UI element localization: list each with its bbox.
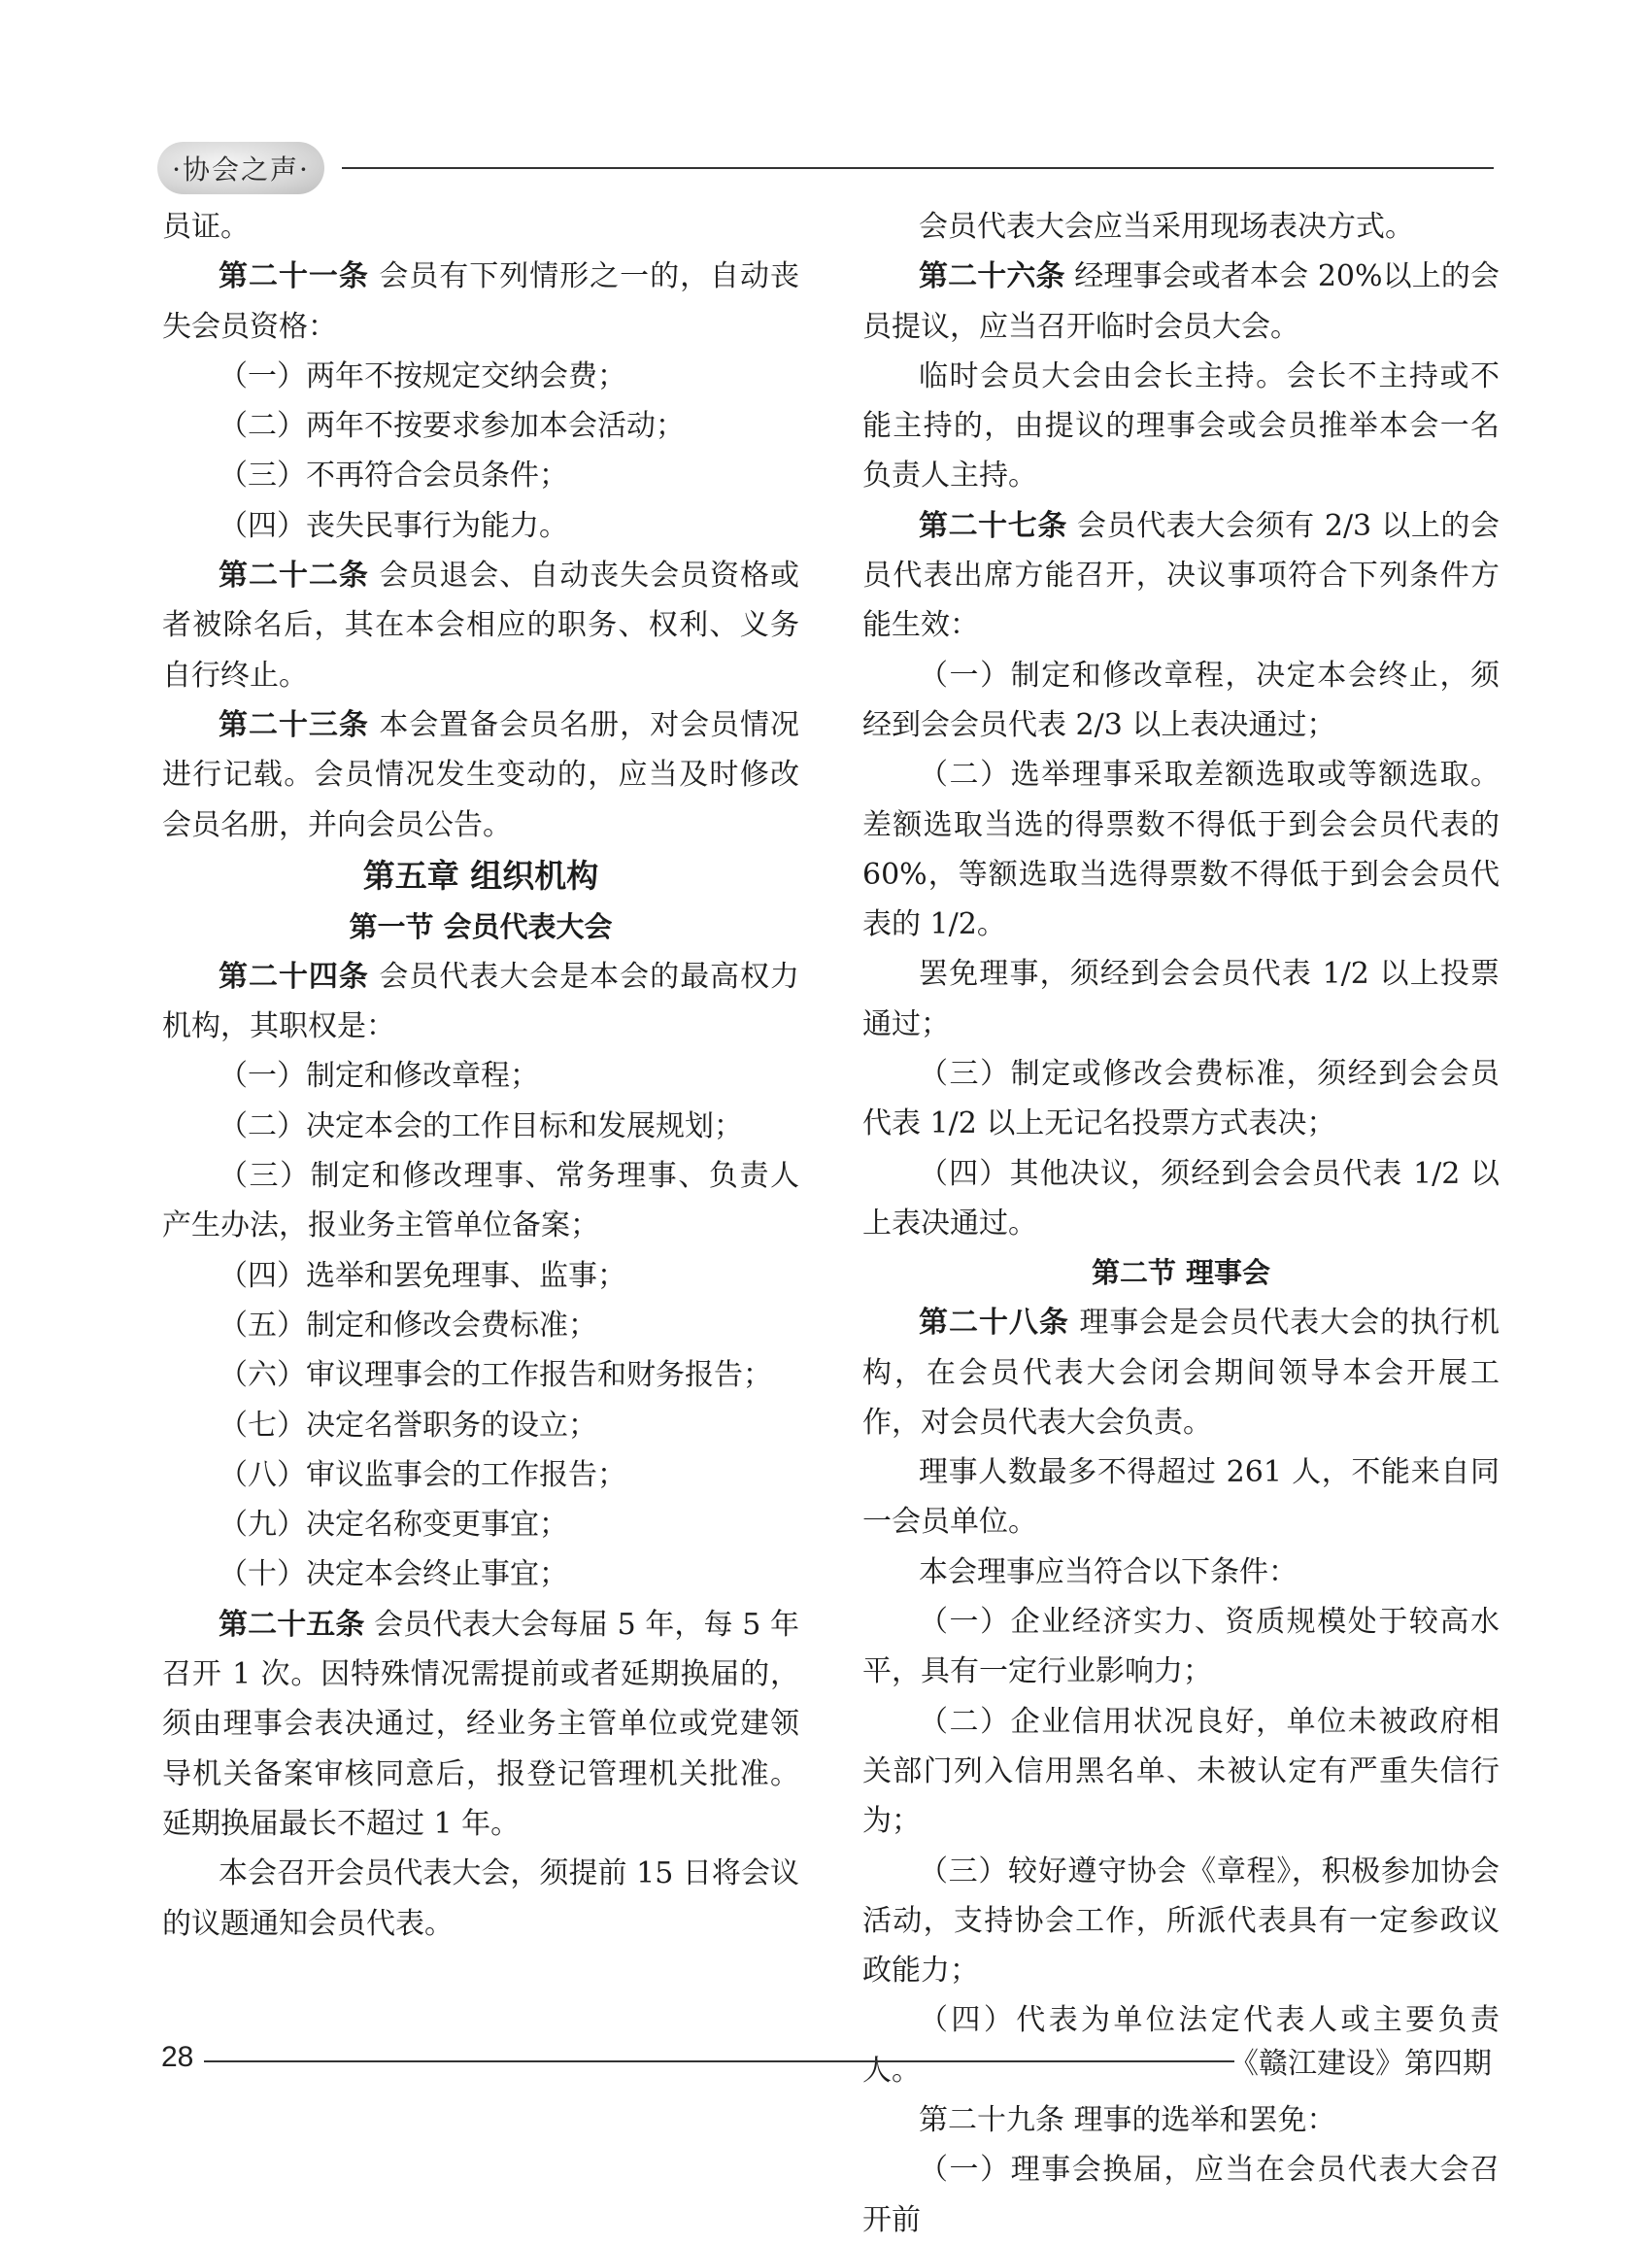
paragraph-text: 会员代表大会须有 2/3 以上的会员代表出席方能召开，决议事项符合下列条件方能生效： bbox=[862, 508, 1500, 643]
article-paragraph bbox=[862, 501, 1500, 651]
paragraph bbox=[162, 1849, 799, 1949]
paragraph bbox=[862, 949, 1500, 1049]
journal-title: 《赣江建设》第四期 bbox=[1230, 2047, 1492, 2081]
paragraph-text: 罢免理事，须经到会会员代表 1/2 以上投票通过； bbox=[862, 957, 1500, 1041]
paragraph-text: 会员退会、自动丧失会员资格或者被除名后，其在本会相应的职务、权利、义务自行终止。 bbox=[162, 559, 799, 693]
paragraph bbox=[162, 1051, 799, 1101]
paragraph bbox=[162, 1401, 799, 1450]
paragraph-text: 经理事会或者本会 20%以上的会员提议，应当召开临时会员大会。 bbox=[862, 259, 1500, 344]
paragraph-text: 本会召开会员代表大会，须提前 15 日将会议的议题通知会员代表。 bbox=[162, 1856, 799, 1941]
paragraph bbox=[862, 750, 1500, 949]
paragraph bbox=[862, 1447, 1500, 1548]
section-badge: ·协会之声· bbox=[157, 142, 324, 194]
paragraph-text: （二）两年不按要求参加本会活动； bbox=[219, 409, 685, 444]
right-text-column bbox=[862, 202, 1500, 2245]
paragraph-text: 理事会是会员代表大会的执行机构，在会员代表大会闭会期间领导本会开展工作，对会员代表大会负责。 bbox=[862, 1306, 1500, 1440]
paragraph-text: 理事人数最多不得超过 261 人，不能来自同一会员单位。 bbox=[862, 1455, 1500, 1540]
article-paragraph bbox=[862, 1298, 1500, 1447]
article-number: 第二十五条 bbox=[219, 1607, 365, 1642]
paragraph-text: （三）较好遵守协会《章程》，积极参加协会活动，支持协会工作，所派代表具有一定参政议政能力； bbox=[862, 1854, 1500, 1989]
article-number: 第二十四条 bbox=[219, 959, 369, 994]
paragraph-text: 会员代表大会是本会的最高权力机构，其职权是： bbox=[162, 959, 799, 1044]
article-paragraph bbox=[162, 551, 799, 700]
paragraph bbox=[162, 501, 799, 551]
paragraph-text: （二）选举理事采取差额选取或等额选取。差额选取当选的得票数不得低于到会会员代表的 60%，等额选取当选得票数不得低于到会会员代表的 1/2。 bbox=[862, 758, 1500, 942]
paragraph-text: （一）理事会换届，应当在会员代表大会召开前 bbox=[862, 2153, 1500, 2237]
paragraph bbox=[862, 1847, 1500, 1996]
article-paragraph bbox=[162, 700, 799, 850]
article-number: 第二十三条 bbox=[219, 707, 369, 742]
paragraph-text: 会员代表大会每届 5 年，每 5 年召开 1 次。因特殊情况需提前或者延期换届的，须由理事会表决通过，经业务主管单位或党建领导机关备案审核同意后，报登记管理机关批准。延期换届最长不超过 1 年。 bbox=[162, 1607, 800, 1841]
article-paragraph bbox=[162, 952, 799, 1052]
article-paragraph bbox=[162, 252, 799, 352]
paragraph-text: （七）决定名誉职务的设立； bbox=[219, 1408, 597, 1443]
paragraph-text: （九）决定名称变更事宜； bbox=[219, 1508, 568, 1543]
paragraph bbox=[162, 352, 799, 401]
paragraph-text: （五）制定和修改会费标准； bbox=[219, 1308, 597, 1343]
paragraph-text: （四）其他决议，须经到会会员代表 1/2 以上表决通过。 bbox=[862, 1156, 1500, 1241]
paragraph-text: （十）决定本会终止事宜； bbox=[219, 1557, 568, 1592]
paragraph-text: （一）企业经济实力、资质规模处于较高水平，具有一定行业影响力； bbox=[862, 1605, 1500, 1689]
section-heading: 第一节 会员代表大会 bbox=[349, 909, 613, 943]
paragraph-text: （三）制定和修改理事、常务理事、负责人产生办法，报业务主管单位备案； bbox=[162, 1159, 799, 1243]
paragraph bbox=[862, 651, 1500, 751]
article-number: 第二十二条 bbox=[219, 559, 369, 594]
paragraph-text: （二）决定本会的工作目标和发展规划； bbox=[219, 1108, 743, 1143]
paragraph bbox=[862, 1597, 1500, 1697]
paragraph-text: （一）制定和修改章程； bbox=[219, 1059, 539, 1094]
article-number: 第二十八条 bbox=[919, 1306, 1069, 1341]
paragraph bbox=[862, 2095, 1500, 2145]
paragraph bbox=[162, 1102, 799, 1151]
paragraph bbox=[862, 1548, 1500, 1597]
paragraph-text: （三）不再符合会员条件； bbox=[219, 459, 568, 493]
paragraph bbox=[162, 1301, 799, 1350]
paragraph bbox=[862, 352, 1500, 501]
paragraph-text: （八）审议监事会的工作报告； bbox=[219, 1457, 626, 1492]
paragraph-text: （四）代表为单位法定代表人或主要负责人。 bbox=[862, 2003, 1500, 2088]
paragraph bbox=[162, 1549, 799, 1599]
paragraph bbox=[862, 1049, 1500, 1149]
paragraph bbox=[162, 451, 799, 500]
paragraph-text: （六）审议理事会的工作报告和财务报告； bbox=[219, 1358, 772, 1393]
paragraph-text: （一）制定和修改章程，决定本会终止，须经到会会员代表 2/3 以上表决通过； bbox=[862, 658, 1500, 742]
paragraph bbox=[162, 1350, 799, 1400]
paragraph bbox=[862, 1697, 1500, 1847]
paragraph bbox=[162, 1151, 799, 1251]
paragraph-text: 会员代表大会应当采用现场表决方式。 bbox=[919, 210, 1414, 244]
left-text-column bbox=[162, 202, 799, 1949]
paragraph-text: （四）丧失民事行为能力。 bbox=[219, 508, 568, 543]
paragraph bbox=[862, 2145, 1500, 2245]
paragraph-text: （一）两年不按规定交纳会费； bbox=[219, 358, 626, 393]
paragraph-text: （四）选举和罢免理事、监事； bbox=[219, 1258, 626, 1293]
section-heading: 第二节 理事会 bbox=[1091, 1256, 1271, 1290]
paragraph bbox=[162, 202, 799, 252]
article-number: 第二十七条 bbox=[919, 508, 1067, 543]
article-number: 第二十一条 bbox=[219, 259, 369, 294]
paragraph-text: 第二十九条 理事的选举和罢免： bbox=[919, 2102, 1336, 2137]
paragraph bbox=[162, 1450, 799, 1500]
paragraph-text: 员证。 bbox=[162, 210, 250, 244]
paragraph bbox=[162, 401, 799, 451]
paragraph-text: （三）制定或修改会费标准，须经到会会员代表 1/2 以上无记名投票方式表决； bbox=[862, 1057, 1500, 1141]
page-number: 28 bbox=[161, 2041, 194, 2073]
article-paragraph bbox=[162, 1600, 799, 1849]
header-divider bbox=[342, 167, 1494, 169]
paragraph bbox=[862, 202, 1500, 252]
paragraph bbox=[162, 1500, 799, 1549]
paragraph-text: 临时会员大会由会长主持。会长不主持或不能主持的，由提议的理事会或会员推举本会一名负责人主持。 bbox=[862, 358, 1500, 493]
paragraph bbox=[862, 1149, 1500, 1249]
footer-divider bbox=[204, 2060, 1234, 2062]
paragraph-text: 本会理事应当符合以下条件： bbox=[919, 1554, 1298, 1589]
chapter-heading: 第五章 组织机构 bbox=[362, 856, 599, 895]
paragraph-text: 会员有下列情形之一的，自动丧失会员资格： bbox=[162, 259, 799, 344]
article-number: 第二十六条 bbox=[919, 259, 1065, 294]
article-paragraph bbox=[862, 252, 1500, 352]
paragraph-text: （二）企业信用状况良好，单位未被政府相关部门列入信用黑名单、未被认定有严重失信行为； bbox=[862, 1704, 1500, 1839]
paragraph bbox=[162, 1251, 799, 1301]
paragraph-text: 本会置备会员名册，对会员情况进行记载。会员情况发生变动的，应当及时修改会员名册，并向会员公告。 bbox=[162, 707, 799, 842]
